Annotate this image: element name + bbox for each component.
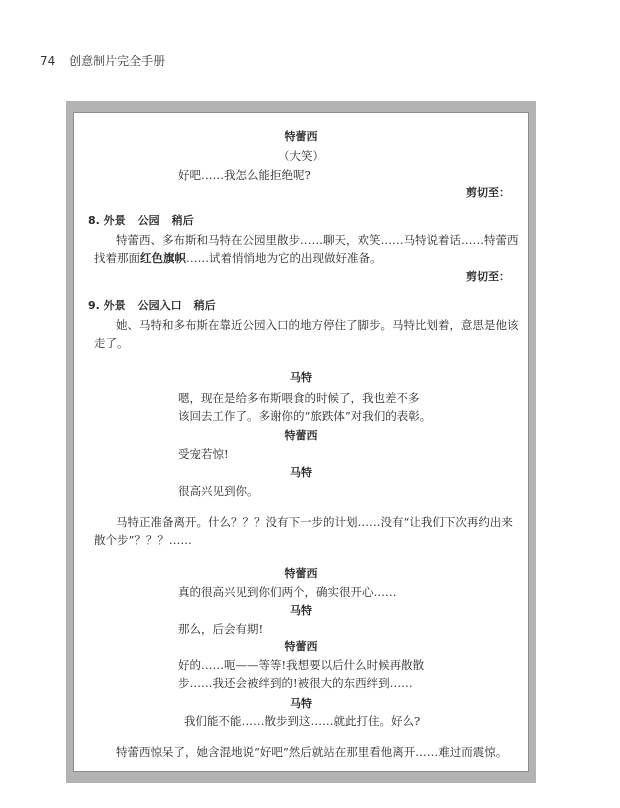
action-text: 找着那面 [94, 251, 140, 265]
scene-heading-9 [88, 298, 216, 313]
page-number: 74 [40, 54, 56, 68]
dialogue-line: 该回去工作了。多谢你的“旅跌体”对我们的表彰。 [178, 409, 432, 423]
character-name: 马特 [290, 466, 312, 479]
book-title: 创意制片完全手册 [69, 54, 166, 68]
character-name: 马特 [290, 697, 312, 710]
character-name: 特蕾西 [284, 640, 318, 653]
dialogue-line: 受宠若惊! [178, 447, 229, 461]
page-header [40, 52, 165, 69]
scene-heading-8 [88, 213, 194, 228]
action-text: ……试着悄悄地为它的出现做好准备。 [186, 251, 382, 265]
action-line [94, 251, 510, 266]
dialogue-line: 好吧……我怎么能拒绝呢? [178, 168, 311, 182]
action-line: 走了。 [94, 336, 129, 350]
dialogue-line: 真的很高兴见到你们两个，确实很开心…… [178, 585, 397, 599]
scene-number: 9. 外景 [88, 299, 126, 312]
scene-time: 稍后 [171, 214, 194, 227]
action-block [94, 515, 513, 548]
scene-location: 公园 [137, 214, 160, 227]
highlight-text: 红色旗帜 [140, 251, 186, 265]
scene-time: 稍后 [193, 299, 216, 312]
dialogue-block [178, 656, 424, 692]
action-line: 特蕾西惊呆了，她含混地说“好吧”然后就站在那里看他离开……难过而震惊。 [116, 745, 508, 759]
transition: 剪切至： [466, 270, 510, 283]
scene-location: 公园入口 [137, 299, 182, 312]
character-name: 马特 [290, 371, 312, 384]
dialogue-block [178, 389, 431, 425]
action-block [94, 318, 519, 351]
parenthetical: （大笑） [278, 149, 324, 163]
dialogue-line: 嗯，现在是给多布斯喂食的时候了，我也差不多 [178, 391, 420, 405]
action-line: 马特正准备离开。什么？？？没有下一步的计划……没有“让我们下次再约出来 [116, 515, 513, 529]
dialogue-line: 步……我还会被绊到的!被很大的东西绊到…… [178, 676, 413, 690]
character-name: 马特 [290, 604, 312, 617]
character-name: 特蕾西 [284, 130, 318, 143]
dialogue-line: 那么，后会有期! [178, 622, 264, 636]
character-name: 特蕾西 [284, 429, 318, 442]
action-block [94, 745, 510, 760]
dialogue-line: 我们能不能……散步到这……就此打住。好么? [184, 714, 421, 728]
dialogue-line: 很高兴见到你。 [178, 484, 259, 498]
screenplay-frame [66, 101, 536, 783]
action-line: 特蕾西、多布斯和马特在公园里散步……聊天，欢笑……马特说着话……特蕾西 [116, 233, 519, 247]
action-line: 散个步”？？？…… [94, 533, 192, 547]
scene-number: 8. 外景 [88, 214, 126, 227]
transition: 剪切至： [466, 186, 510, 199]
action-line: 她、马特和多布斯在靠近公园入口的地方停住了脚步。马特比划着，意思是他该 [116, 318, 519, 332]
action-block [94, 233, 519, 266]
screenplay-sheet [74, 113, 528, 771]
dialogue-line: 好的……呃——等等!我想要以后什么时候再散散 [178, 658, 425, 672]
character-name: 特蕾西 [284, 567, 318, 580]
